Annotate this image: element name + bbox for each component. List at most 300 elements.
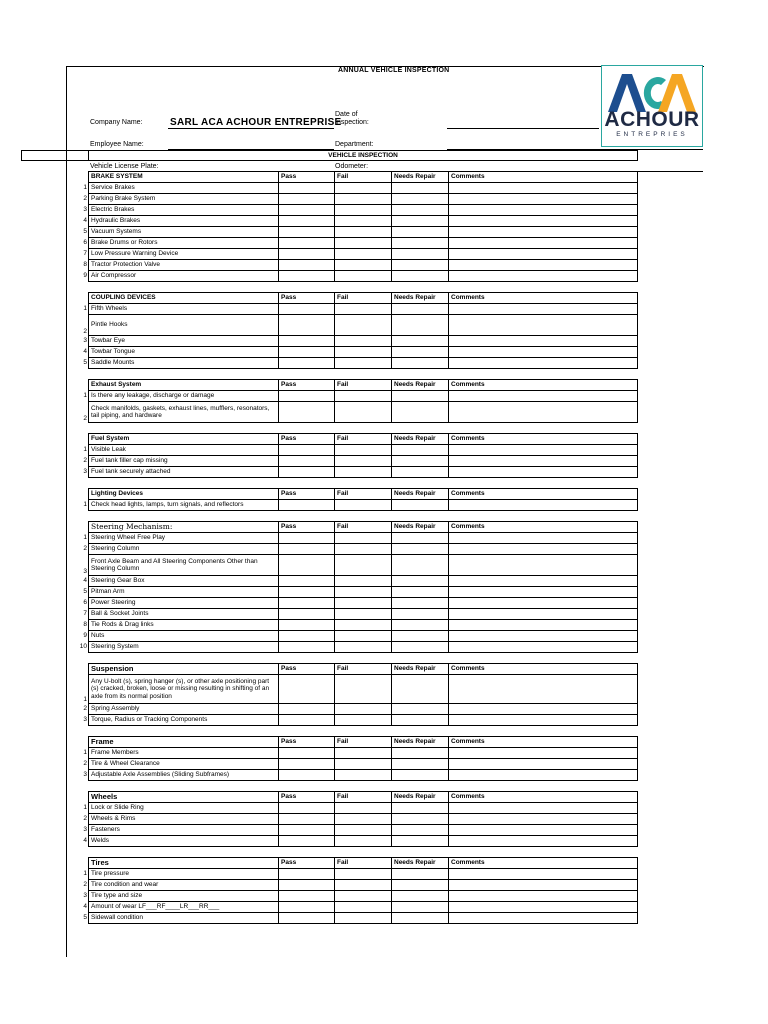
inspection-item-row xyxy=(22,194,638,205)
fail-cell[interactable] xyxy=(335,500,392,511)
pass-cell[interactable] xyxy=(279,500,335,511)
department-label: Department: xyxy=(335,141,374,148)
fail-cell[interactable] xyxy=(335,336,392,347)
inspection-item-row xyxy=(22,598,638,609)
item-number: 7 xyxy=(22,609,89,620)
needs-repair-column-header: Needs Repair xyxy=(392,434,449,445)
needs-repair-cell[interactable] xyxy=(392,336,449,347)
comments-cell[interactable] xyxy=(449,315,638,336)
item-number: 2 xyxy=(22,456,89,467)
fail-cell[interactable] xyxy=(335,869,392,880)
comments-cell[interactable] xyxy=(449,445,638,456)
needs-repair-cell[interactable] xyxy=(392,902,449,913)
needs-repair-cell[interactable] xyxy=(392,803,449,814)
needs-repair-cell[interactable] xyxy=(392,631,449,642)
needs-repair-cell[interactable] xyxy=(392,836,449,847)
item-number: 1 xyxy=(22,304,89,315)
spacer-cell xyxy=(279,369,335,380)
needs-repair-cell[interactable] xyxy=(392,913,449,924)
needs-repair-cell[interactable] xyxy=(392,456,449,467)
item-number: 2 xyxy=(22,544,89,555)
pass-cell[interactable] xyxy=(279,748,335,759)
pass-cell[interactable] xyxy=(279,913,335,924)
comments-cell[interactable] xyxy=(449,836,638,847)
comments-cell[interactable] xyxy=(449,216,638,227)
needs-repair-cell[interactable] xyxy=(392,675,449,704)
needs-repair-cell[interactable] xyxy=(392,642,449,653)
comments-cell[interactable] xyxy=(449,704,638,715)
comments-cell[interactable] xyxy=(449,814,638,825)
inspection-item-row xyxy=(22,814,638,825)
inspection-item-label: Is there any leakage, discharge or damage xyxy=(89,391,279,402)
pass-cell[interactable] xyxy=(279,631,335,642)
inspection-item-row xyxy=(22,227,638,238)
inspection-item-row xyxy=(22,544,638,555)
inspection-item-label: Service Brakes xyxy=(89,183,279,194)
spacer-cell xyxy=(89,653,279,664)
pass-cell[interactable] xyxy=(279,836,335,847)
pass-cell[interactable] xyxy=(279,598,335,609)
item-number: 1 xyxy=(22,391,89,402)
fail-cell[interactable] xyxy=(335,249,392,260)
needs-repair-cell[interactable] xyxy=(392,598,449,609)
odometer-label: Odometer: xyxy=(335,163,369,170)
pass-cell[interactable] xyxy=(279,555,335,576)
item-number: 8 xyxy=(22,260,89,271)
needs-repair-cell[interactable] xyxy=(392,555,449,576)
needs-repair-cell[interactable] xyxy=(392,533,449,544)
needs-repair-cell[interactable] xyxy=(392,445,449,456)
inspection-item-row xyxy=(22,216,638,227)
pass-cell[interactable] xyxy=(279,216,335,227)
fail-cell[interactable] xyxy=(335,183,392,194)
row-number-empty xyxy=(22,522,89,533)
needs-repair-cell[interactable] xyxy=(392,715,449,726)
inspection-item-row xyxy=(22,587,638,598)
needs-repair-cell[interactable] xyxy=(392,500,449,511)
inspection-item-label: Sidewall condition xyxy=(89,913,279,924)
comments-cell[interactable] xyxy=(449,759,638,770)
comments-cell[interactable] xyxy=(449,555,638,576)
needs-repair-cell[interactable] xyxy=(392,260,449,271)
spacer-cell xyxy=(335,478,392,489)
needs-repair-cell[interactable] xyxy=(392,620,449,631)
comments-cell[interactable] xyxy=(449,183,638,194)
inspection-item-label: Towbar Eye xyxy=(89,336,279,347)
fail-cell[interactable] xyxy=(335,227,392,238)
comments-cell[interactable] xyxy=(449,748,638,759)
group-title: Suspension xyxy=(89,664,279,675)
inspection-item-row xyxy=(22,825,638,836)
group-header-row xyxy=(22,434,638,445)
comments-cell[interactable] xyxy=(449,249,638,260)
fail-cell[interactable] xyxy=(335,271,392,282)
inspection-item-row xyxy=(22,620,638,631)
spacer-cell xyxy=(449,423,638,434)
pass-cell[interactable] xyxy=(279,642,335,653)
date-field[interactable] xyxy=(447,128,599,129)
needs-repair-cell[interactable] xyxy=(392,814,449,825)
item-number: 2 xyxy=(22,315,89,336)
fail-cell[interactable] xyxy=(335,445,392,456)
needs-repair-cell[interactable] xyxy=(392,759,449,770)
pass-cell[interactable] xyxy=(279,304,335,315)
item-number: 8 xyxy=(22,620,89,631)
fail-cell[interactable] xyxy=(335,533,392,544)
comments-column-header: Comments xyxy=(449,737,638,748)
pass-column-header: Pass xyxy=(279,172,335,183)
inspection-item-row xyxy=(22,347,638,358)
fail-cell[interactable] xyxy=(335,260,392,271)
fail-cell[interactable] xyxy=(335,715,392,726)
needs-repair-cell[interactable] xyxy=(392,891,449,902)
fail-cell[interactable] xyxy=(335,642,392,653)
needs-repair-cell[interactable] xyxy=(392,880,449,891)
inspection-item-label: Low Pressure Warning Device xyxy=(89,249,279,260)
pass-cell[interactable] xyxy=(279,620,335,631)
fail-cell[interactable] xyxy=(335,825,392,836)
pass-column-header: Pass xyxy=(279,293,335,304)
pass-cell[interactable] xyxy=(279,715,335,726)
needs-repair-cell[interactable] xyxy=(392,183,449,194)
pass-cell[interactable] xyxy=(279,227,335,238)
pass-cell[interactable] xyxy=(279,803,335,814)
fail-cell[interactable] xyxy=(335,347,392,358)
spacer-cell xyxy=(392,423,449,434)
inspection-item-row xyxy=(22,533,638,544)
license-plate-label: Vehicle License Plate: xyxy=(90,163,159,170)
fail-cell[interactable] xyxy=(335,216,392,227)
fail-cell[interactable] xyxy=(335,467,392,478)
comments-cell[interactable] xyxy=(449,347,638,358)
spacer-cell xyxy=(279,847,335,858)
comments-cell[interactable] xyxy=(449,642,638,653)
comments-cell[interactable] xyxy=(449,205,638,216)
fail-cell[interactable] xyxy=(335,891,392,902)
comments-cell[interactable] xyxy=(449,620,638,631)
spacer-cell xyxy=(449,653,638,664)
needs-repair-cell[interactable] xyxy=(392,576,449,587)
pass-cell[interactable] xyxy=(279,445,335,456)
fail-cell[interactable] xyxy=(335,836,392,847)
spacer-cell xyxy=(22,653,89,664)
pass-column-header: Pass xyxy=(279,434,335,445)
spacer-cell xyxy=(392,653,449,664)
pass-cell[interactable] xyxy=(279,587,335,598)
spacer-cell xyxy=(335,781,392,792)
item-number: 1 xyxy=(22,183,89,194)
pass-cell[interactable] xyxy=(279,347,335,358)
inspection-item-label: Check manifolds, gaskets, exhaust lines, mufflers, resonators, tail piping, and hardware xyxy=(89,402,279,423)
needs-repair-cell[interactable] xyxy=(392,358,449,369)
inspection-item-label: Torque, Radius or Tracking Components xyxy=(89,715,279,726)
item-number: 1 xyxy=(22,500,89,511)
fail-cell[interactable] xyxy=(335,620,392,631)
item-number: 9 xyxy=(22,631,89,642)
spacer-cell xyxy=(449,478,638,489)
spacer-cell xyxy=(335,726,392,737)
pass-cell[interactable] xyxy=(279,260,335,271)
spacer-cell xyxy=(449,781,638,792)
needs-repair-cell[interactable] xyxy=(392,304,449,315)
pass-cell[interactable] xyxy=(279,759,335,770)
pass-column-header: Pass xyxy=(279,489,335,500)
fail-column-header: Fail xyxy=(335,737,392,748)
comments-cell[interactable] xyxy=(449,402,638,423)
inspection-item-label: Adjustable Axle Assemblies (Sliding Subframes) xyxy=(89,770,279,781)
pass-cell[interactable] xyxy=(279,544,335,555)
row-number-empty xyxy=(22,664,89,675)
comments-cell[interactable] xyxy=(449,803,638,814)
needs-repair-cell[interactable] xyxy=(392,238,449,249)
inspection-item-row xyxy=(22,891,638,902)
comments-cell[interactable] xyxy=(449,238,638,249)
pass-cell[interactable] xyxy=(279,315,335,336)
item-number: 7 xyxy=(22,249,89,260)
comments-cell[interactable] xyxy=(449,304,638,315)
pass-cell[interactable] xyxy=(279,238,335,249)
pass-cell[interactable] xyxy=(279,194,335,205)
spacer-cell xyxy=(89,161,279,172)
item-number: 5 xyxy=(22,587,89,598)
needs-repair-cell[interactable] xyxy=(392,748,449,759)
group-header-row xyxy=(22,380,638,391)
inspection-item-label: Fasteners xyxy=(89,825,279,836)
comments-cell[interactable] xyxy=(449,598,638,609)
fail-cell[interactable] xyxy=(335,770,392,781)
comments-cell[interactable] xyxy=(449,715,638,726)
needs-repair-cell[interactable] xyxy=(392,609,449,620)
inspection-item-label: Tire condition and wear xyxy=(89,880,279,891)
fail-cell[interactable] xyxy=(335,304,392,315)
inspection-item-row xyxy=(22,402,638,423)
fail-cell[interactable] xyxy=(335,402,392,423)
pass-cell[interactable] xyxy=(279,249,335,260)
pass-cell[interactable] xyxy=(279,902,335,913)
comments-cell[interactable] xyxy=(449,609,638,620)
needs-repair-cell[interactable] xyxy=(392,249,449,260)
item-number: 6 xyxy=(22,238,89,249)
pass-cell[interactable] xyxy=(279,576,335,587)
spacer-cell xyxy=(449,282,638,293)
fail-cell[interactable] xyxy=(335,675,392,704)
pass-cell[interactable] xyxy=(279,880,335,891)
comments-cell[interactable] xyxy=(449,336,638,347)
inspection-item-row xyxy=(22,770,638,781)
needs-repair-column-header: Needs Repair xyxy=(392,737,449,748)
inspection-item-row xyxy=(22,902,638,913)
spacer-cell xyxy=(392,726,449,737)
comments-cell[interactable] xyxy=(449,880,638,891)
inspection-item-label: Front Axle Beam and All Steering Components Other than Steering Column xyxy=(89,555,279,576)
inspection-item-label: Welds xyxy=(89,836,279,847)
needs-repair-cell[interactable] xyxy=(392,704,449,715)
row-number-empty xyxy=(22,489,89,500)
fail-cell[interactable] xyxy=(335,456,392,467)
comments-cell[interactable] xyxy=(449,869,638,880)
pass-cell[interactable] xyxy=(279,336,335,347)
comments-cell[interactable] xyxy=(449,913,638,924)
needs-repair-cell[interactable] xyxy=(392,347,449,358)
item-number: 2 xyxy=(22,814,89,825)
inspection-item-label: Steering System xyxy=(89,642,279,653)
pass-cell[interactable] xyxy=(279,533,335,544)
logo-subtitle: ENTREPRIES xyxy=(616,131,688,138)
pass-cell[interactable] xyxy=(279,814,335,825)
fail-cell[interactable] xyxy=(335,880,392,891)
pass-cell[interactable] xyxy=(279,183,335,194)
inspection-item-row xyxy=(22,445,638,456)
inspection-item-label: Steering Column xyxy=(89,544,279,555)
spacer-cell xyxy=(279,161,335,172)
fail-cell[interactable] xyxy=(335,544,392,555)
inspection-item-label: Amount of wear LF___RF____LR___RR___ xyxy=(89,902,279,913)
inspection-item-row xyxy=(22,642,638,653)
fail-cell[interactable] xyxy=(335,814,392,825)
pass-cell[interactable] xyxy=(279,891,335,902)
group-header-row xyxy=(22,792,638,803)
needs-repair-cell[interactable] xyxy=(392,467,449,478)
needs-repair-cell[interactable] xyxy=(392,825,449,836)
item-number: 3 xyxy=(22,336,89,347)
pass-cell[interactable] xyxy=(279,271,335,282)
pass-cell[interactable] xyxy=(279,205,335,216)
inspection-item-row xyxy=(22,803,638,814)
fail-cell[interactable] xyxy=(335,205,392,216)
comments-cell[interactable] xyxy=(449,891,638,902)
inspection-item-row xyxy=(22,715,638,726)
pass-cell[interactable] xyxy=(279,675,335,704)
fail-column-header: Fail xyxy=(335,434,392,445)
item-number: 1 xyxy=(22,803,89,814)
inspection-item-label: Vacuum Systems xyxy=(89,227,279,238)
comments-cell[interactable] xyxy=(449,825,638,836)
group-header-row xyxy=(22,489,638,500)
spacer-cell xyxy=(279,423,335,434)
comments-cell[interactable] xyxy=(449,631,638,642)
comments-cell[interactable] xyxy=(449,770,638,781)
comments-cell[interactable] xyxy=(449,456,638,467)
inspection-item-label: Lock or Slide Ring xyxy=(89,803,279,814)
fail-cell[interactable] xyxy=(335,358,392,369)
inspection-item-label: Nuts xyxy=(89,631,279,642)
spacer-cell xyxy=(335,653,392,664)
fail-cell[interactable] xyxy=(335,555,392,576)
needs-repair-cell[interactable] xyxy=(392,587,449,598)
company-name-label: Company Name: xyxy=(90,119,143,126)
spacer-cell xyxy=(89,369,279,380)
needs-repair-cell[interactable] xyxy=(392,544,449,555)
fail-cell[interactable] xyxy=(335,587,392,598)
pass-cell[interactable] xyxy=(279,402,335,423)
pass-cell[interactable] xyxy=(279,825,335,836)
needs-repair-cell[interactable] xyxy=(392,194,449,205)
comments-cell[interactable] xyxy=(449,467,638,478)
fail-cell[interactable] xyxy=(335,913,392,924)
comments-cell[interactable] xyxy=(449,675,638,704)
comments-cell[interactable] xyxy=(449,533,638,544)
comments-cell[interactable] xyxy=(449,260,638,271)
group-title: Fuel System xyxy=(89,434,279,445)
pass-cell[interactable] xyxy=(279,704,335,715)
fail-cell[interactable] xyxy=(335,609,392,620)
row-number-empty xyxy=(22,151,89,161)
fail-column-header: Fail xyxy=(335,172,392,183)
fail-cell[interactable] xyxy=(335,315,392,336)
pass-cell[interactable] xyxy=(279,609,335,620)
item-number: 2 xyxy=(22,759,89,770)
needs-repair-cell[interactable] xyxy=(392,271,449,282)
needs-repair-cell[interactable] xyxy=(392,402,449,423)
needs-repair-cell[interactable] xyxy=(392,391,449,402)
pass-cell[interactable] xyxy=(279,869,335,880)
pass-cell[interactable] xyxy=(279,456,335,467)
comments-cell[interactable] xyxy=(449,587,638,598)
fail-cell[interactable] xyxy=(335,598,392,609)
pass-cell[interactable] xyxy=(279,467,335,478)
comments-cell[interactable] xyxy=(449,544,638,555)
comments-cell[interactable] xyxy=(449,391,638,402)
needs-repair-cell[interactable] xyxy=(392,205,449,216)
spacer-row xyxy=(22,369,638,380)
comments-column-header: Comments xyxy=(449,522,638,533)
inspection-item-row xyxy=(22,631,638,642)
fail-cell[interactable] xyxy=(335,759,392,770)
spacer-cell xyxy=(335,511,392,522)
fail-cell[interactable] xyxy=(335,902,392,913)
comments-cell[interactable] xyxy=(449,500,638,511)
fail-cell[interactable] xyxy=(335,238,392,249)
spacer-cell xyxy=(89,511,279,522)
spacer-cell xyxy=(392,847,449,858)
fail-cell[interactable] xyxy=(335,704,392,715)
comments-cell[interactable] xyxy=(449,902,638,913)
pass-cell[interactable] xyxy=(279,358,335,369)
comments-column-header: Comments xyxy=(449,858,638,869)
inspection-item-row xyxy=(22,555,638,576)
comments-cell[interactable] xyxy=(449,194,638,205)
pass-cell[interactable] xyxy=(279,391,335,402)
pass-cell[interactable] xyxy=(279,770,335,781)
company-name-value[interactable]: SARL ACA ACHOUR ENTREPRISE xyxy=(170,117,342,128)
needs-repair-cell[interactable] xyxy=(392,869,449,880)
comments-cell[interactable] xyxy=(449,358,638,369)
fail-cell[interactable] xyxy=(335,194,392,205)
inspection-item-label: Visible Leak xyxy=(89,445,279,456)
needs-repair-column-header: Needs Repair xyxy=(392,792,449,803)
comments-cell[interactable] xyxy=(449,576,638,587)
needs-repair-cell[interactable] xyxy=(392,315,449,336)
spacer-cell xyxy=(279,726,335,737)
group-title: Lighting Devices xyxy=(89,489,279,500)
vehicle-inspection-header-row xyxy=(22,151,638,161)
fail-cell[interactable] xyxy=(335,391,392,402)
spacer-row xyxy=(22,282,638,293)
comments-column-header: Comments xyxy=(449,792,638,803)
comments-cell[interactable] xyxy=(449,271,638,282)
fail-cell[interactable] xyxy=(335,748,392,759)
fail-cell[interactable] xyxy=(335,631,392,642)
fail-cell[interactable] xyxy=(335,576,392,587)
needs-repair-cell[interactable] xyxy=(392,227,449,238)
needs-repair-cell[interactable] xyxy=(392,216,449,227)
item-number: 3 xyxy=(22,825,89,836)
fail-cell[interactable] xyxy=(335,803,392,814)
comments-cell[interactable] xyxy=(449,227,638,238)
company-logo xyxy=(601,65,703,147)
needs-repair-cell[interactable] xyxy=(392,770,449,781)
spacer-cell xyxy=(392,478,449,489)
